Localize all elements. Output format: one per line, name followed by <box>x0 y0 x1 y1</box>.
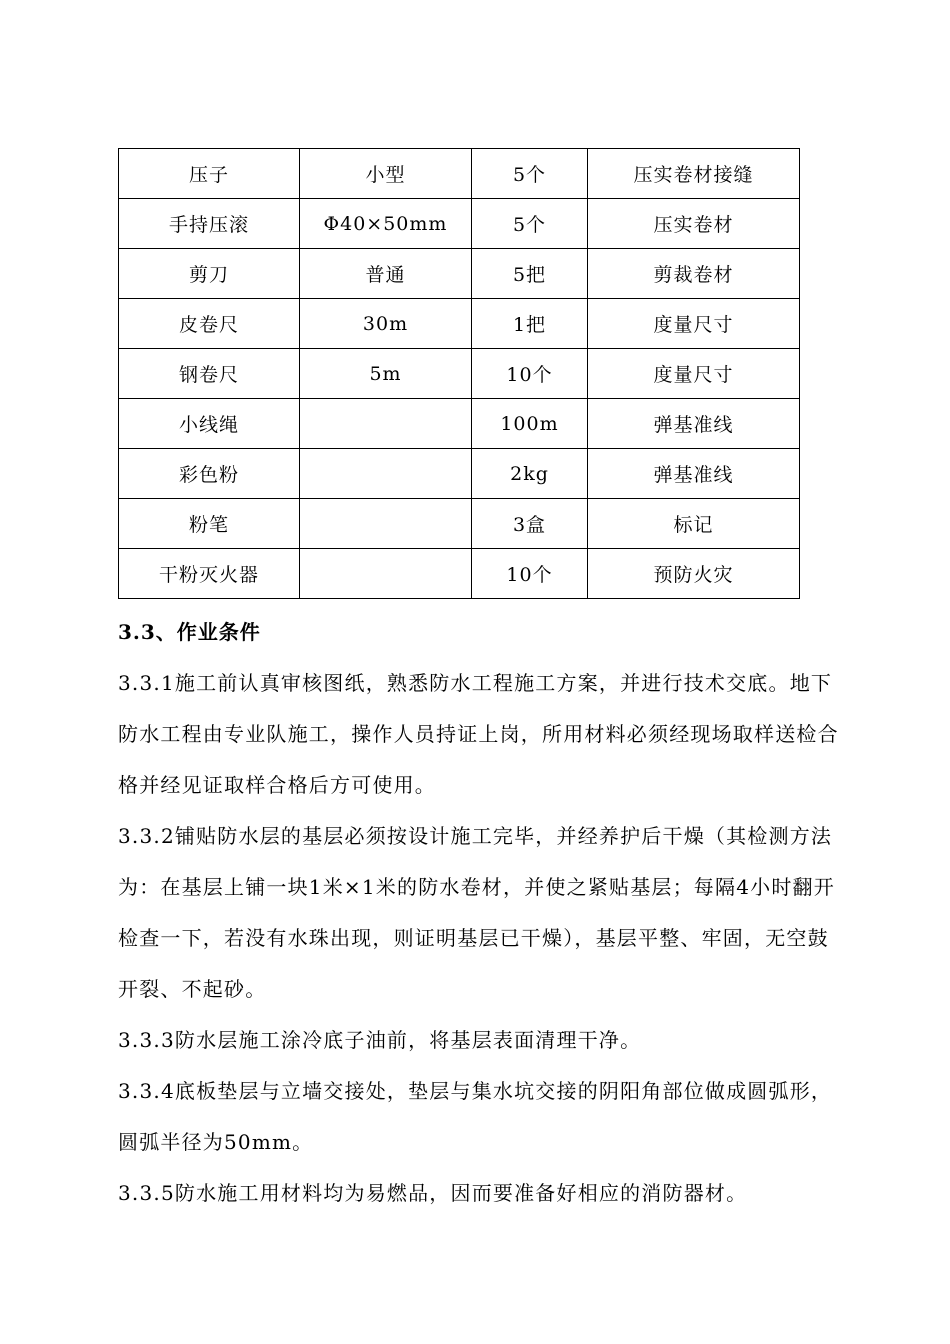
table-row <box>119 299 800 349</box>
table-cell-spec <box>300 499 472 549</box>
table-row <box>119 449 800 499</box>
table-cell-tool-name: 钢卷尺 <box>119 349 300 399</box>
section-heading: 3.3、作业条件 <box>118 620 261 644</box>
table-cell-spec: Φ40×50mm <box>300 199 472 249</box>
paragraph-3-3-2: 3.3.2铺贴防水层的基层必须按设计施工完毕，并经养护后干燥（其检测方法为：在基层上铺一块1米×1米的防水卷材，并使之紧贴基层；每隔4小时翻开检查一下，若没有水珠出现，则证明基层已干燥），基层平整、牢固，无空鼓开裂、不起砂。 <box>118 824 835 1001</box>
table-cell-tool-name: 压子 <box>119 149 300 199</box>
table-cell-spec: 30m <box>300 299 472 349</box>
table-cell-spec: 5m <box>300 349 472 399</box>
table-cell-purpose: 标记 <box>588 499 800 549</box>
table-cell-spec <box>300 549 472 599</box>
table-cell-quantity: 5把 <box>472 249 588 299</box>
table-row <box>119 549 800 599</box>
table-row <box>119 199 800 249</box>
paragraph-3-3-5: 3.3.5防水施工用材料均为易燃品，因而要准备好相应的消防器材。 <box>118 1181 748 1205</box>
table-cell-quantity: 3盒 <box>472 499 588 549</box>
section-body <box>118 658 848 1219</box>
table-cell-spec <box>300 449 472 499</box>
paragraph-3-3-3: 3.3.3防水层施工涂冷底子油前，将基层表面清理干净。 <box>118 1028 642 1052</box>
table-cell-purpose: 弹基准线 <box>588 449 800 499</box>
table-cell-purpose: 压实卷材接缝 <box>588 149 800 199</box>
table-cell-quantity: 10个 <box>472 349 588 399</box>
table-cell-spec: 小型 <box>300 149 472 199</box>
table-cell-tool-name: 皮卷尺 <box>119 299 300 349</box>
table-cell-tool-name: 干粉灭火器 <box>119 549 300 599</box>
table-cell-purpose: 压实卷材 <box>588 199 800 249</box>
table-row <box>119 349 800 399</box>
table-row <box>119 149 800 199</box>
table-row <box>119 249 800 299</box>
table-cell-purpose: 剪裁卷材 <box>588 249 800 299</box>
table-cell-purpose: 弹基准线 <box>588 399 800 449</box>
table-cell-purpose: 度量尺寸 <box>588 299 800 349</box>
table-cell-quantity: 10个 <box>472 549 588 599</box>
table-cell-tool-name: 彩色粉 <box>119 449 300 499</box>
table-cell-spec: 普通 <box>300 249 472 299</box>
paragraph-3-3-4: 3.3.4底板垫层与立墙交接处，垫层与集水坑交接的阴阳角部位做成圆弧形，圆弧半径为50mm。 <box>118 1079 833 1154</box>
table-cell-tool-name: 剪刀 <box>119 249 300 299</box>
table-cell-tool-name: 手持压滚 <box>119 199 300 249</box>
table-cell-purpose: 预防火灾 <box>588 549 800 599</box>
table-cell-quantity: 2kg <box>472 449 588 499</box>
table-cell-quantity: 5个 <box>472 149 588 199</box>
table-cell-spec <box>300 399 472 449</box>
table-cell-quantity: 1把 <box>472 299 588 349</box>
table-cell-purpose: 度量尺寸 <box>588 349 800 399</box>
tools-table <box>118 148 800 599</box>
table-cell-tool-name: 小线绳 <box>119 399 300 449</box>
table-cell-tool-name: 粉笔 <box>119 499 300 549</box>
paragraph-3-3-1: 3.3.1施工前认真审核图纸，熟悉防水工程施工方案，并进行技术交底。地下防水工程由专业队施工，操作人员持证上岗，所用材料必须经现场取样送检合格并经见证取样合格后方可使用。 <box>118 671 839 797</box>
table-cell-quantity: 5个 <box>472 199 588 249</box>
table-cell-quantity: 100m <box>472 399 588 449</box>
table-row <box>119 499 800 549</box>
table-row <box>119 399 800 449</box>
